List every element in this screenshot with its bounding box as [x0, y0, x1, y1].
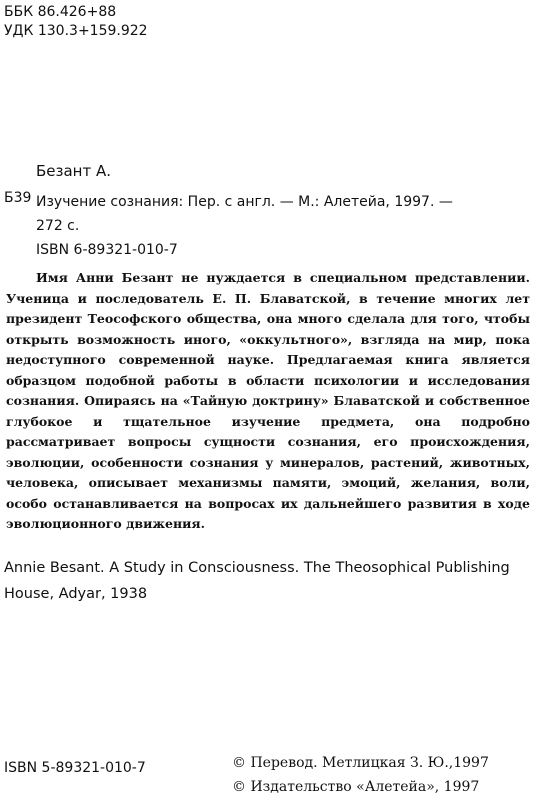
copyright-translation: © Перевод. Метлицкая З. Ю.,1997	[232, 755, 489, 771]
biblio-line-1: Изучение сознания: Пер. с англ. — М.: Алетейа, 1997. —	[36, 194, 453, 210]
udk-code: УДК 130.3+159.922	[4, 23, 148, 39]
copyright-block	[232, 751, 489, 799]
biblio-line-2: 272 с.	[36, 218, 80, 234]
bibliographic-description	[36, 190, 453, 238]
bbk-code: ББК 86.426+88	[4, 4, 117, 20]
author-name: Безант А.	[36, 162, 112, 180]
classification-codes	[4, 3, 148, 41]
card-isbn: ISBN 6-89321-010-7	[36, 242, 178, 258]
footer-isbn: ISBN 5-89321-010-7	[4, 760, 146, 776]
copyright-publisher: © Издательство «Алетейа», 1997	[232, 779, 480, 795]
original-edition: Annie Besant. A Study in Consciousness. The Theosophical Publishing House, Adyar, 1938	[4, 560, 510, 602]
book-annotation: Имя Анни Безант не нуждается в специальном представлении. Ученица и последователь Е. П. Блаватской, в течение многих лет президент Теософского общества, она много сделала для того, чтобы открыть возможность иного, «оккультного», взгляда на мир, пока недоступного современной науке. Предлагаемая книга является образцом подобной работы в области психологии и исследования сознания. Опираясь на «Тайную доктрину» Блаватской и собственное глубокое и тщательное изучение предмета, она подробно рассматривает вопросы сущности сознания, его происхождения, эволюции, особенности сознания у минералов, растений, животных, человека, описывает механизмы памяти, эмоций, желания, воли, особо останавливается на вопросах их дальнейшего развития в ходе эволюционного движения.	[6, 270, 530, 531]
author-code: Б39	[4, 190, 32, 206]
